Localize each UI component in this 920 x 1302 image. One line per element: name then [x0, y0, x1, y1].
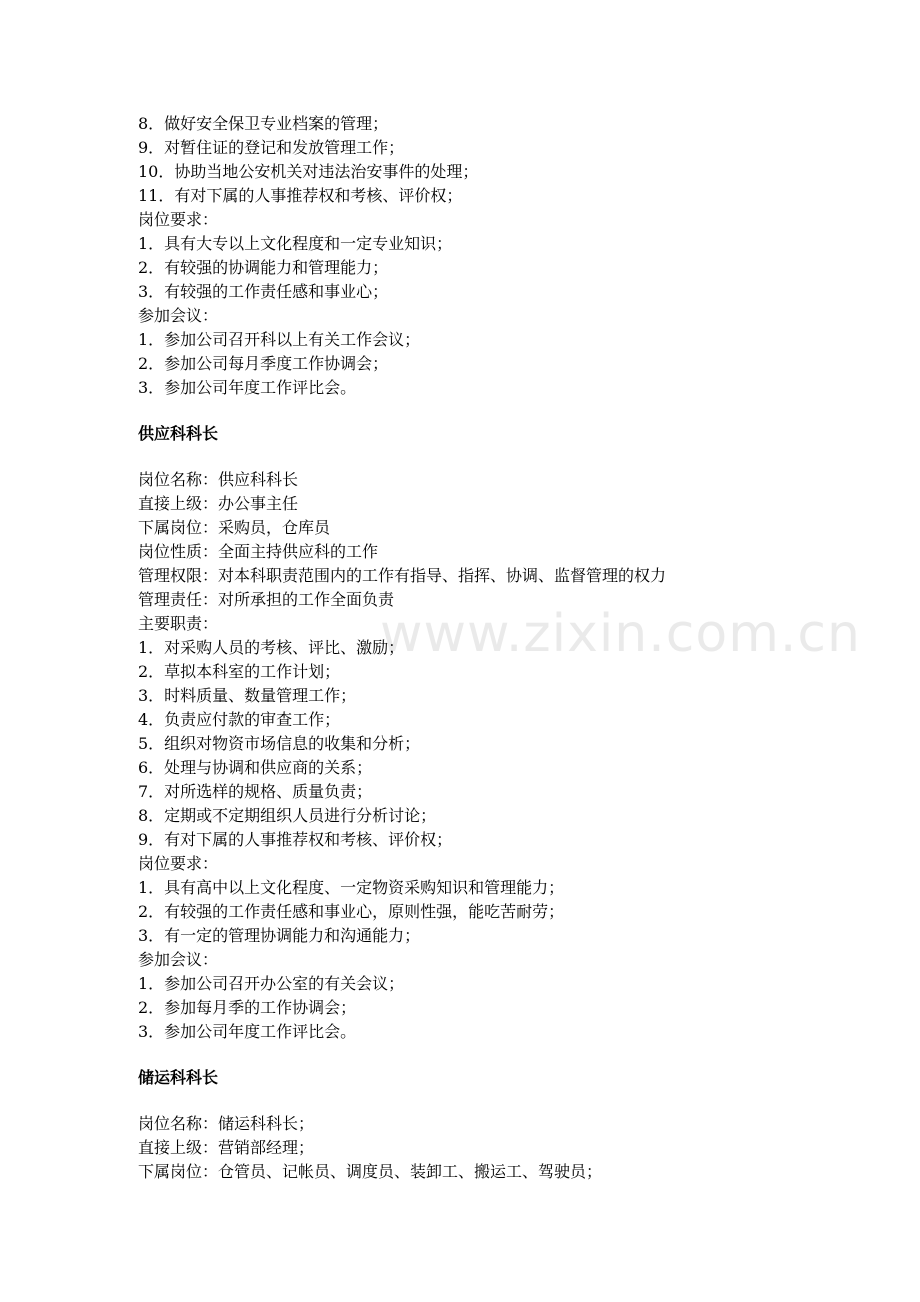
text-line: 管理责任：对所承担的工作全面负责: [138, 590, 395, 609]
section-storage: [138, 1112, 878, 1184]
text-line: 1．具有高中以上文化程度、一定物资采购知识和管理能力；: [138, 878, 565, 897]
text-line: 3．有一定的管理协调能力和沟通能力；: [138, 926, 421, 945]
text-line: 1．对采购人员的考核、评比、激励；: [138, 638, 405, 657]
text-line: 8．做好安全保卫专业档案的管理；: [138, 114, 389, 133]
text-line: 9．对暂住证的登记和发放管理工作；: [138, 138, 405, 157]
text-line: 管理权限：对本科职责范围内的工作有指导、指挥、协调、监督管理的权力: [138, 566, 667, 585]
text-line: 3．参加公司年度工作评比会。: [138, 378, 357, 397]
text-line: 1．具有大专以上文化程度和一定专业知识；: [138, 234, 453, 253]
text-line: 2．有较强的协调能力和管理能力；: [138, 258, 389, 277]
text-line: 直接上级：办公事主任: [138, 494, 299, 513]
text-line: 3．时料质量、数量管理工作；: [138, 686, 357, 705]
text-line: 下属岗位：仓管员、记帐员、调度员、装卸工、搬运工、驾驶员；: [138, 1162, 603, 1181]
section-heading-storage: 储运科科长: [138, 1068, 219, 1087]
text-line: 4．负责应付款的审查工作；: [138, 710, 341, 729]
text-line: 7．对所选样的规格、质量负责；: [138, 782, 373, 801]
text-line: 2．草拟本科室的工作计划；: [138, 662, 341, 681]
section-heading-supply: 供应科科长: [138, 424, 219, 443]
text-line: 6．处理与协调和供应商的关系；: [138, 758, 373, 777]
text-line: 1．参加公司召开科以上有关工作会议；: [138, 330, 421, 349]
text-line: 1．参加公司召开办公室的有关会议；: [138, 974, 405, 993]
text-line: 2．参加公司每月季度工作协调会；: [138, 354, 389, 373]
text-line: 直接上级：营销部经理；: [138, 1138, 315, 1157]
text-line: 主要职责：: [138, 614, 219, 633]
text-line: 岗位名称：供应科科长: [138, 470, 299, 489]
watermark: www.zixin.com.cn: [380, 604, 861, 664]
text-line: 11．有对下属的人事推荐权和考核、评价权；: [138, 186, 463, 205]
section-top: [138, 112, 878, 400]
text-line: 岗位要求：: [138, 210, 219, 229]
text-line: 5．组织对物资市场信息的收集和分析；: [138, 734, 421, 753]
text-line: 岗位要求：: [138, 854, 219, 873]
text-line: 2．有较强的工作责任感和事业心，原则性强，能吃苦耐劳；: [138, 902, 565, 921]
text-line: 3．参加公司年度工作评比会。: [138, 1022, 357, 1041]
text-line: 10．协助当地公安机关对违法治安事件的处理；: [138, 162, 479, 181]
text-line: 参加会议：: [138, 306, 219, 325]
text-line: 9．有对下属的人事推荐权和考核、评价权；: [138, 830, 453, 849]
text-line: 8．定期或不定期组织人员进行分析讨论；: [138, 806, 437, 825]
text-line: 2．参加每月季的工作协调会；: [138, 998, 357, 1017]
text-line: 下属岗位：采购员，仓库员: [138, 518, 331, 537]
text-line: 岗位性质：全面主持供应科的工作: [138, 542, 379, 561]
section-supply: [138, 468, 878, 1044]
text-line: 3．有较强的工作责任感和事业心；: [138, 282, 389, 301]
text-line: 岗位名称：储运科科长；: [138, 1114, 315, 1133]
text-line: 参加会议：: [138, 950, 219, 969]
document-page: [138, 112, 878, 1184]
